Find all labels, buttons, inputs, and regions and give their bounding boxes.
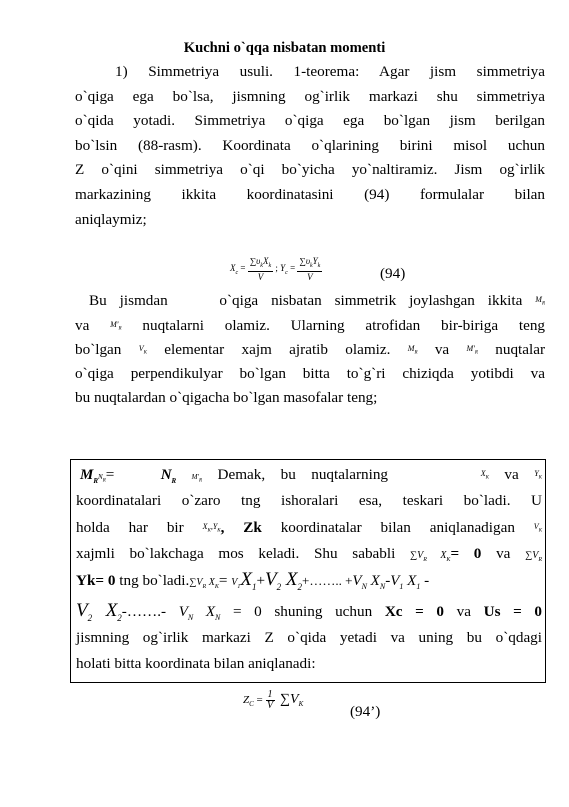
text-run: = bbox=[218, 572, 228, 590]
text-line bbox=[76, 568, 542, 593]
text-line: aniqlaymiz; bbox=[75, 210, 147, 228]
text-line bbox=[76, 542, 542, 567]
equation-label-94-prime: (94’) bbox=[350, 703, 381, 720]
section-title: Kuchni o`qqa nisbatan momenti bbox=[183, 40, 386, 56]
formula-symbol: Z bbox=[243, 694, 250, 707]
text-line: 1) Simmetriya usuli. 1-teorema: Agar jism simmetriya bbox=[115, 63, 545, 80]
text-run: xajmli bo`lakchaga mos keladi. Shu sababli bbox=[76, 544, 396, 562]
text-line bbox=[76, 462, 542, 487]
text-line: holati bitta koordinata bilan aniqlanadi: bbox=[76, 655, 316, 673]
symbol-m-r: $M_R$ bbox=[407, 344, 418, 356]
formula-term: $X_1$ bbox=[240, 569, 257, 593]
boxed-text bbox=[76, 462, 542, 677]
text-line: bu nuqtalardan o`qigacha bo`lgan masofalar teng; bbox=[75, 389, 378, 407]
formula-symbol: X bbox=[230, 262, 236, 273]
formula-94: $X_c$ = $\frac{\sum\upsilon_kX_k}{V}$ ; $Y_c$ = $\frac{\sum\upsilon_kY_k}{V}$ bbox=[230, 256, 321, 282]
text-line: jismning og`irlik markazi Z o`qida yetadi va uning bu o`qdagi bbox=[76, 628, 542, 646]
text-line bbox=[75, 288, 545, 313]
symbol-m-r: $M_R$ bbox=[535, 295, 546, 307]
text-line bbox=[75, 313, 545, 338]
text-line: markazining ikkita koordinatasini (94) formulalar bilan bbox=[75, 185, 545, 203]
text-run: nuqtalarni olamiz. Ularning atrofidan bir-biriga teng bbox=[142, 316, 546, 334]
text-run: koordinatalar bilan aniqlanadigan bbox=[280, 519, 515, 537]
text-line: o`qida yotadi. Simmetriya o`qiga ega bo`lgan jism berilgan bbox=[75, 112, 545, 130]
formula-symbol: V bbox=[257, 271, 264, 282]
formula-sum: $\sum V_R$ $X_K$ bbox=[410, 549, 451, 563]
formula-94-prime bbox=[243, 690, 303, 711]
text-run: = bbox=[105, 466, 115, 483]
symbol-v-k: $V_K$ bbox=[138, 344, 147, 356]
text-run: bo`lgan bbox=[75, 341, 122, 359]
text-line: bo`lsin (88-rasm). Koordinata o`qlarining birini misol uchun bbox=[75, 136, 545, 154]
symbol-y-k: $Y_K$ bbox=[534, 469, 543, 481]
text-run: nuqtalar bbox=[495, 341, 546, 359]
text-run: -…….- bbox=[121, 602, 167, 620]
symbol-m-r: $M_R$ bbox=[80, 467, 99, 485]
text-run: = 0 shuning uchun bbox=[232, 602, 373, 620]
text-run: va bbox=[456, 602, 471, 620]
formula-sum: $\sum V_R$ bbox=[525, 549, 543, 563]
text-run: Demak, bu nuqtalarning bbox=[217, 466, 389, 483]
text-line bbox=[76, 515, 542, 540]
symbol-x-k: $X_K,Y_K$ bbox=[202, 522, 221, 534]
text-run: Xc = 0 bbox=[384, 602, 445, 620]
formula-term: $V_N$ $X_N$ bbox=[352, 573, 386, 592]
text-line: Z o`qini simmetriya o`qi bo`yicha yo`naltiramiz. Jism og`irlik bbox=[75, 161, 545, 179]
formula-term: $V_2$ $X_2$ bbox=[76, 599, 122, 623]
formula-subscript: c bbox=[285, 269, 288, 276]
text-run: va bbox=[504, 466, 519, 483]
formula-fraction: $\frac{\sum\upsilon_kX_k}{V}$ bbox=[249, 256, 272, 282]
formula-term: $V_2$ $X_2$ bbox=[265, 569, 302, 593]
formula-symbol: ∑V bbox=[280, 692, 299, 708]
text-run: - bbox=[424, 572, 430, 590]
text-line bbox=[75, 337, 545, 362]
text-run: = 0 bbox=[450, 544, 482, 562]
formula-symbol: V bbox=[307, 271, 313, 282]
formula-separator: ; bbox=[275, 262, 278, 273]
text-run: Yk= 0 bbox=[76, 572, 116, 590]
formula-term: $V_1$ bbox=[231, 577, 241, 591]
text-run: +…….. + bbox=[301, 573, 353, 589]
text-run: - bbox=[385, 572, 391, 590]
text-run: elementar xajm ajratib olamiz. bbox=[164, 341, 391, 359]
text-run: Us = 0 bbox=[483, 602, 542, 620]
symbol-n-r: $N_R$ bbox=[160, 467, 177, 485]
text-run: + bbox=[256, 572, 266, 590]
formula-fraction bbox=[266, 690, 275, 711]
text-line: o`qiga ega bo`lsa, jismning og`irlik markazi shu simmetriya bbox=[75, 87, 545, 105]
formula-symbol: ∑υ bbox=[299, 256, 310, 266]
text-run: tng bo`ladi. bbox=[119, 572, 190, 590]
symbol-n-r: $N_R$ bbox=[98, 473, 106, 484]
symbol-m-prime-r: $M'_R$ bbox=[110, 319, 122, 332]
text-run: va bbox=[496, 544, 511, 562]
paragraph-points bbox=[75, 288, 545, 411]
symbol-m-prime-r: $M'_R$ bbox=[191, 473, 203, 484]
formula-denominator: V bbox=[266, 700, 274, 711]
text-run: , Zk bbox=[220, 519, 262, 537]
formula-term: $V_1$ $X_1$ bbox=[390, 573, 421, 592]
formula-fraction: $\frac{\sum\upsilon_kY_k}{V}$ bbox=[299, 256, 321, 282]
formula-sum: $\sum V_R$ $X_K$ bbox=[189, 577, 219, 591]
text-run: holda har bir bbox=[76, 519, 184, 537]
text-line bbox=[76, 599, 542, 624]
text-run: o`qiga nisbatan simmetrik joylashgan ikkita bbox=[219, 292, 523, 309]
paragraph-symmetry-method bbox=[75, 60, 545, 232]
formula-symbol: X bbox=[262, 256, 269, 266]
formula-operator: = bbox=[256, 694, 263, 707]
text-line: koordinatalari o`zaro tng ishoralari esa, teskari bo`ladi. U bbox=[76, 491, 542, 509]
symbol-x-k: $X_K$ bbox=[480, 469, 489, 481]
text-run: va bbox=[434, 341, 450, 359]
formula-numerator: 1 bbox=[267, 689, 273, 700]
formula-subscript: c bbox=[235, 269, 239, 276]
text-run: va bbox=[75, 316, 90, 334]
formula-subscript: K bbox=[298, 700, 304, 709]
text-line: o`qiga perpendikulyar bo`lgan bitta to`g`ri chiziqda yotibdi va bbox=[75, 364, 545, 382]
formula-symbol: Y bbox=[312, 256, 318, 266]
text-run: Bu jismdan bbox=[89, 292, 168, 309]
formula-term: $V_N$ $X_N$ bbox=[178, 603, 221, 622]
formula-symbol: Y bbox=[280, 262, 286, 273]
formula-subscript: C bbox=[249, 700, 254, 709]
symbol-m-prime-r: $M'_R$ bbox=[466, 344, 478, 356]
formula-symbol: ∑υ bbox=[249, 256, 261, 266]
symbol-v-k: $V_K$ bbox=[533, 522, 543, 534]
equation-label-94: (94) bbox=[380, 265, 406, 282]
